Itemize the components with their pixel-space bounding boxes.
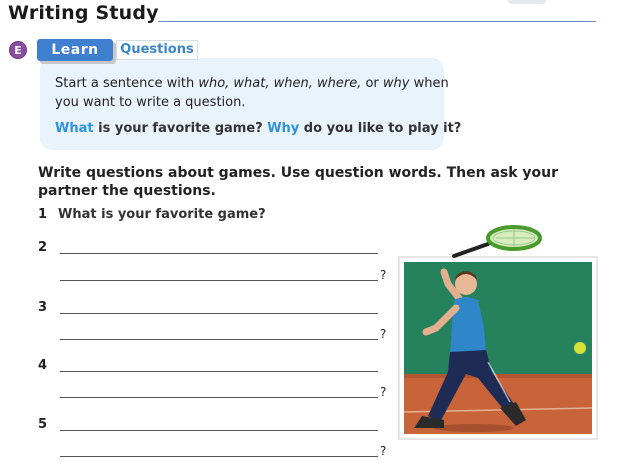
page-title: Writing Study [8,2,159,24]
rule-text-or: or [361,76,383,91]
answer-line[interactable] [60,280,378,281]
answer-line[interactable] [60,456,378,457]
item-number-1: 1 [38,207,48,222]
tennis-boy-illustration [404,262,592,434]
answer-line[interactable] [60,371,378,372]
learn-tab-label: Learn [51,42,99,58]
rule-question-words: who, what, when, where, [198,76,362,91]
title-bar [0,0,621,26]
answer-line[interactable] [60,313,378,314]
answer-line[interactable] [60,397,378,398]
rule-text-start: Start a sentence with [55,76,199,91]
example-sentence [55,121,462,137]
rule-text-end: when [409,76,449,91]
learn-tab [37,39,113,61]
answer-line[interactable] [60,253,378,254]
item-number-2: 2 [38,240,48,255]
instruction-line1: Write questions about games. Use question words. Then ask your [38,165,559,181]
item-number-5: 5 [38,417,48,432]
example-part2: do you like to play it? [299,121,462,136]
instructions [38,164,559,200]
answer-line[interactable] [60,430,378,431]
example-part1: is your favorite game? [93,121,268,136]
answer-line[interactable] [60,339,378,340]
rule-text-line2: you want to write a question. [55,95,246,110]
section-badge: E [9,41,27,59]
example-word-what: What [55,121,94,136]
example-word-why: Why [267,121,300,136]
title-underline [158,21,596,22]
instruction-line2: partner the questions. [38,183,216,199]
topic-tab-label: Questions [120,42,194,57]
tennis-racket-icon [452,222,542,262]
item-text-1: What is your favorite game? [58,207,266,222]
tennis-photo [400,258,596,438]
item-number-3: 3 [38,300,48,315]
question-mark: ? [380,268,387,282]
corner-decoration [508,0,546,4]
question-mark: ? [380,444,387,458]
rule-question-word-why: why [382,76,410,91]
question-mark: ? [380,385,387,399]
item-number-4: 4 [38,358,48,373]
question-mark: ? [380,327,387,341]
rule-text-line1 [55,76,449,92]
topic-tab [116,40,198,60]
